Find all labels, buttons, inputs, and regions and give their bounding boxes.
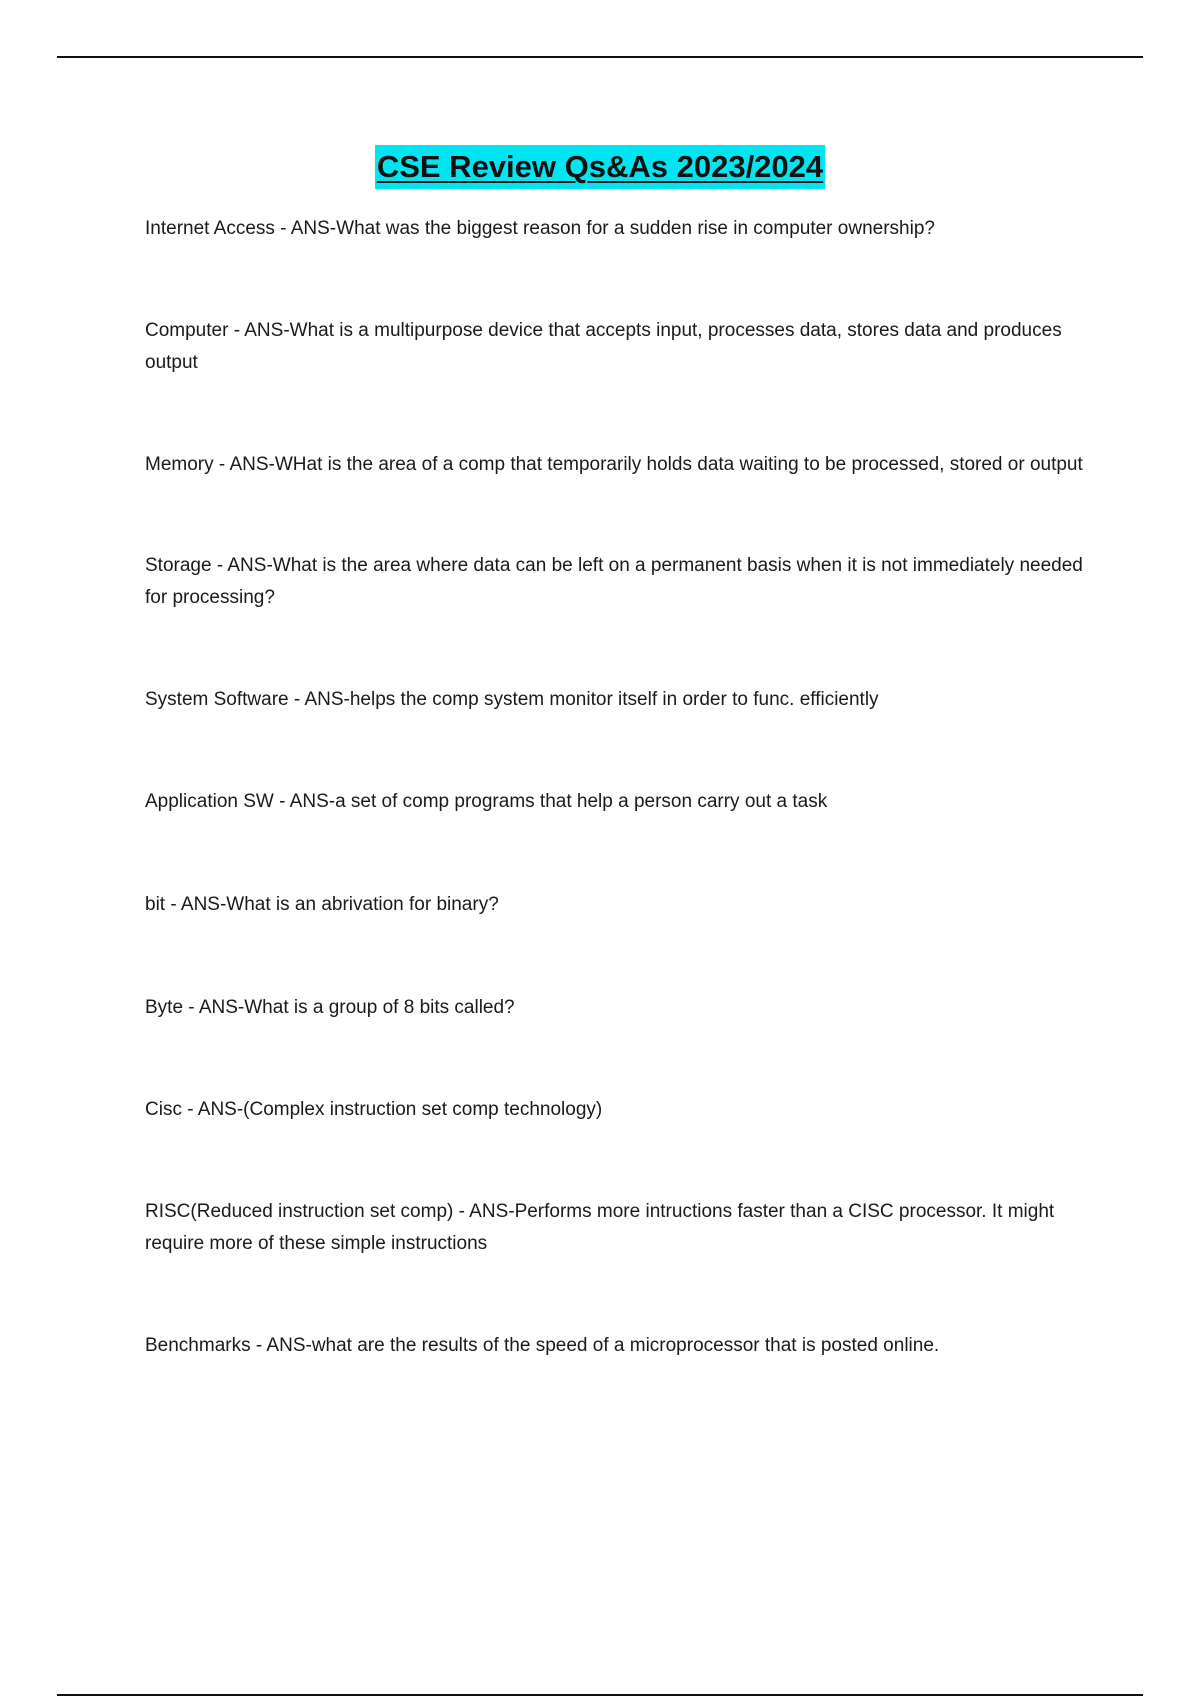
header-rule [57, 56, 1143, 58]
qa-item: Benchmarks - ANS-what are the results of the speed of a microprocessor that is posted online. [145, 1335, 940, 1356]
qa-item: Memory - ANS-WHat is the area of a comp that temporarily holds data waiting to be processed, stored or output [145, 454, 1083, 475]
qa-item: RISC(Reduced instruction set comp) - ANS-Performs more intructions faster than a CISC processor. It might require more of these simple instructions [145, 1201, 1055, 1254]
qa-item: Internet Access - ANS-What was the biggest reason for a sudden rise in computer ownership? [145, 218, 935, 239]
qa-list [145, 213, 1085, 1362]
qa-item: Cisc - ANS-(Complex instruction set comp technology) [145, 1099, 603, 1120]
footer-rule [57, 1694, 1143, 1696]
qa-item: Application SW - ANS-a set of comp programs that help a person carry out a task [145, 791, 828, 812]
qa-item: bit - ANS-What is an abrivation for binary? [145, 894, 499, 915]
qa-item: System Software - ANS-helps the comp system monitor itself in order to func. efficiently [145, 689, 879, 710]
document-title: CSE Review Qs&As 2023/2024 [375, 145, 825, 189]
qa-item: Computer - ANS-What is a multipurpose device that accepts input, processes data, stores data and produces output [145, 320, 1062, 373]
title-container [0, 145, 1200, 189]
qa-item: Byte - ANS-What is a group of 8 bits called? [145, 997, 515, 1018]
qa-item: Storage - ANS-What is the area where data can be left on a permanent basis when it is not immediately needed for processing? [145, 555, 1083, 608]
